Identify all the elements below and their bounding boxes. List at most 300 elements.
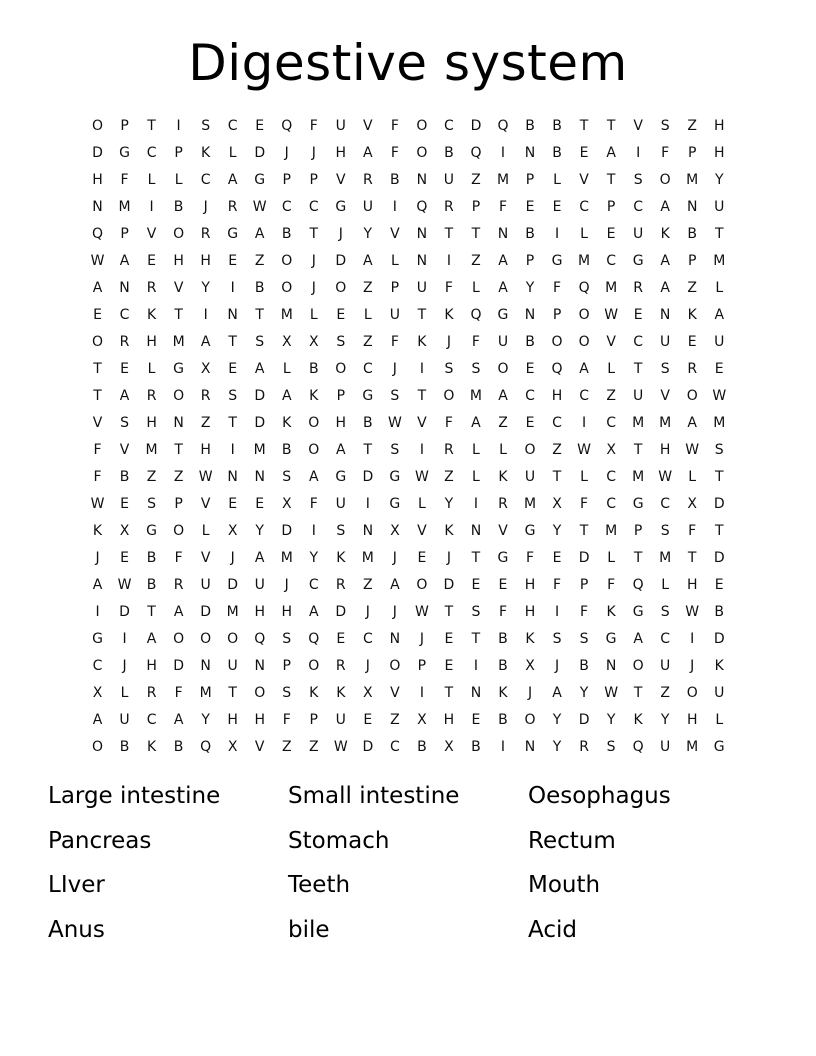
grid-letter: W <box>577 441 591 458</box>
grid-letter: G <box>389 495 401 512</box>
grid-letter: W <box>685 441 700 458</box>
grid-letter: T <box>633 360 643 377</box>
grid-letter: Z <box>498 414 508 431</box>
grid-letter: P <box>579 577 589 594</box>
grid-letter: T <box>444 685 454 702</box>
grid-letter: M <box>605 522 618 539</box>
grid-letter: S <box>390 441 400 458</box>
grid-letter: E <box>120 495 129 512</box>
grid-letter: S <box>282 631 292 648</box>
grid-letter: F <box>498 604 508 621</box>
grid-letter: Z <box>390 712 400 729</box>
grid-letter: T <box>606 117 616 134</box>
grid-letter: A <box>687 414 697 431</box>
grid-letter: U <box>633 387 644 404</box>
grid-letter: L <box>607 360 616 377</box>
grid-letter: B <box>146 577 157 594</box>
grid-letter: C <box>146 712 157 729</box>
grid-letter: S <box>255 333 265 350</box>
grid-letter: E <box>255 495 265 512</box>
grid-letter: R <box>146 387 157 404</box>
grid-letter: N <box>227 468 238 485</box>
grid-letter: T <box>174 306 183 323</box>
grid-letter: V <box>146 225 157 242</box>
grid-letter: I <box>446 252 451 269</box>
grid-letter: P <box>390 279 400 296</box>
grid-letter: A <box>390 577 400 594</box>
word-list-item: Small intestine <box>288 783 460 809</box>
grid-letter: J <box>122 658 127 675</box>
grid-letter: Z <box>471 171 481 188</box>
grid-letter: N <box>254 658 265 675</box>
grid-letter: T <box>471 550 481 567</box>
grid-letter: Z <box>200 414 211 431</box>
grid-letter: U <box>497 333 509 350</box>
grid-letter: R <box>444 441 454 458</box>
grid-letter: P <box>309 171 318 188</box>
grid-letter: G <box>713 739 725 756</box>
grid-letter: L <box>174 171 183 188</box>
grid-letter: C <box>606 414 616 431</box>
grid-letter: K <box>633 712 643 729</box>
grid-letter: B <box>254 279 265 296</box>
grid-letter: J <box>392 604 397 621</box>
grid-letter: P <box>174 144 183 161</box>
grid-letter: S <box>282 685 292 702</box>
grid-letter: T <box>363 441 373 458</box>
grid-letter: O <box>416 577 428 594</box>
grid-letter: A <box>363 144 373 161</box>
grid-letter: A <box>498 279 508 296</box>
grid-letter: H <box>146 414 157 431</box>
grid-letter: H <box>686 712 698 729</box>
grid-letter: C <box>389 739 400 756</box>
grid-letter: H <box>254 604 265 621</box>
grid-letter: E <box>633 306 643 323</box>
grid-letter: O <box>416 117 428 134</box>
grid-letter: C <box>633 198 644 215</box>
grid-letter: E <box>93 306 102 323</box>
grid-letter: B <box>119 739 130 756</box>
grid-letter: B <box>119 468 130 485</box>
grid-letter: V <box>119 441 130 458</box>
grid-letter: P <box>336 387 346 404</box>
grid-letter: Z <box>687 117 697 134</box>
grid-letter: E <box>336 631 346 648</box>
grid-letter: C <box>552 414 562 431</box>
grid-letter: R <box>498 495 508 512</box>
grid-letter: J <box>419 631 424 648</box>
grid-letter: B <box>390 171 400 188</box>
grid-letter: M <box>361 550 374 567</box>
grid-letter: F <box>607 577 616 594</box>
grid-letter: V <box>417 414 427 431</box>
grid-letter: L <box>472 468 480 485</box>
grid-letter: N <box>659 306 671 323</box>
grid-letter: G <box>632 604 644 621</box>
grid-letter: C <box>362 360 373 377</box>
grid-letter: X <box>417 712 427 729</box>
grid-letter: S <box>336 333 346 350</box>
grid-letter: Z <box>254 252 265 269</box>
grid-letter: O <box>686 387 698 404</box>
grid-letter: P <box>282 658 291 675</box>
grid-letter: Z <box>308 739 319 756</box>
grid-letter: Y <box>201 712 210 729</box>
grid-letter: I <box>473 495 479 512</box>
grid-letter: K <box>444 522 454 539</box>
grid-letter: S <box>714 441 724 458</box>
grid-letter: A <box>308 468 319 485</box>
grid-letter: I <box>230 279 235 296</box>
grid-letter: T <box>714 225 724 242</box>
grid-letter: S <box>660 117 670 134</box>
grid-letter: I <box>690 631 695 648</box>
grid-letter: L <box>472 279 480 296</box>
grid-letter: O <box>254 685 266 702</box>
grid-letter: I <box>95 604 100 621</box>
grid-letter: K <box>606 604 616 621</box>
grid-letter: E <box>579 144 589 161</box>
grid-letter: L <box>661 577 670 594</box>
grid-letter: L <box>363 306 372 323</box>
grid-letter: N <box>416 171 428 188</box>
grid-letter: C <box>200 171 211 188</box>
grid-letter: D <box>443 577 455 594</box>
grid-letter: L <box>147 360 156 377</box>
grid-letter: M <box>280 306 293 323</box>
grid-letter: C <box>660 631 671 648</box>
grid-letter: M <box>145 441 158 458</box>
grid-letter: B <box>525 117 535 134</box>
grid-letter: E <box>714 360 724 377</box>
grid-letter: O <box>335 279 347 296</box>
grid-letter: H <box>92 171 103 188</box>
grid-letter: E <box>606 225 616 242</box>
grid-letter: F <box>688 522 697 539</box>
word-list-item: Mouth <box>528 872 601 898</box>
grid-letter: Q <box>416 198 428 215</box>
grid-letter: S <box>147 495 157 512</box>
grid-letter: U <box>335 117 346 134</box>
grid-letter: H <box>713 117 725 134</box>
grid-letter: R <box>227 198 238 215</box>
grid-letter: M <box>523 495 537 512</box>
grid-letter: B <box>173 198 184 215</box>
grid-letter: K <box>92 522 103 539</box>
grid-letter: J <box>284 577 289 594</box>
grid-letter: U <box>633 225 644 242</box>
grid-letter: D <box>578 712 590 729</box>
grid-letter: O <box>308 441 320 458</box>
grid-letter: Z <box>363 279 373 296</box>
grid-letter: L <box>390 252 399 269</box>
grid-letter: T <box>417 387 427 404</box>
word-search-grid <box>84 112 733 761</box>
grid-letter: V <box>660 387 670 404</box>
grid-letter: T <box>228 685 237 702</box>
grid-letter: C <box>606 468 616 485</box>
grid-letter: H <box>524 577 536 594</box>
grid-letter: Q <box>200 739 212 756</box>
grid-letter: U <box>660 333 671 350</box>
grid-letter: U <box>335 495 346 512</box>
grid-letter: P <box>525 171 535 188</box>
grid-letter: D <box>92 144 103 161</box>
grid-letter: O <box>200 631 212 648</box>
grid-letter: Z <box>606 387 616 404</box>
grid-letter: F <box>174 550 183 567</box>
grid-letter: G <box>632 495 644 512</box>
grid-letter: B <box>281 441 292 458</box>
grid-letter: W <box>712 387 727 404</box>
grid-letter: J <box>446 333 451 350</box>
grid-letter: P <box>309 712 318 729</box>
grid-letter: A <box>92 279 103 296</box>
grid-letter: A <box>660 198 670 215</box>
grid-letter: E <box>363 712 373 729</box>
grid-letter: L <box>147 171 156 188</box>
grid-letter: F <box>282 712 291 729</box>
grid-letter: B <box>146 550 157 567</box>
grid-letter: Y <box>444 495 454 512</box>
grid-letter: I <box>365 495 370 512</box>
grid-letter: B <box>173 739 184 756</box>
grid-letter: D <box>254 414 266 431</box>
grid-letter: Q <box>632 577 644 594</box>
grid-letter: T <box>93 387 102 404</box>
grid-letter: E <box>552 550 562 567</box>
grid-letter: E <box>444 631 454 648</box>
grid-letter: S <box>579 631 589 648</box>
grid-letter: O <box>443 387 455 404</box>
grid-letter: K <box>309 685 319 702</box>
grid-letter: R <box>335 577 346 594</box>
grid-letter: X <box>308 333 319 350</box>
grid-letter: N <box>524 739 536 756</box>
grid-letter: P <box>282 171 291 188</box>
grid-letter: Y <box>714 171 724 188</box>
grid-letter: E <box>525 414 535 431</box>
grid-letter: S <box>471 360 481 377</box>
grid-letter: W <box>90 252 105 269</box>
grid-letter: J <box>338 225 343 242</box>
grid-letter: Z <box>363 333 373 350</box>
grid-letter: E <box>552 198 562 215</box>
grid-letter: E <box>255 117 265 134</box>
grid-letter: N <box>200 658 211 675</box>
grid-letter: H <box>551 387 563 404</box>
grid-letter: Y <box>552 712 562 729</box>
grid-letter: R <box>335 658 346 675</box>
grid-letter: K <box>146 306 157 323</box>
grid-letter: N <box>686 198 698 215</box>
grid-letter: P <box>552 306 562 323</box>
grid-letter: N <box>92 198 103 215</box>
grid-letter: V <box>336 171 346 188</box>
grid-letter: A <box>119 387 130 404</box>
grid-letter: G <box>389 468 401 485</box>
grid-letter: O <box>497 360 509 377</box>
grid-letter: J <box>311 144 316 161</box>
grid-letter: Y <box>579 685 589 702</box>
grid-letter: B <box>498 712 508 729</box>
grid-letter: J <box>95 550 100 567</box>
grid-letter: M <box>605 279 618 296</box>
grid-letter: U <box>200 577 211 594</box>
grid-letter: V <box>390 685 400 702</box>
grid-letter: E <box>228 360 238 377</box>
grid-letter: L <box>201 522 210 539</box>
grid-letter: M <box>659 550 672 567</box>
grid-letter: I <box>419 441 424 458</box>
grid-letter: I <box>554 604 560 621</box>
grid-letter: X <box>363 685 373 702</box>
grid-letter: O <box>92 739 104 756</box>
grid-letter: W <box>414 604 429 621</box>
grid-letter: V <box>254 739 265 756</box>
grid-letter: O <box>281 252 293 269</box>
grid-letter: R <box>146 685 157 702</box>
grid-letter: T <box>228 333 237 350</box>
grid-letter: K <box>498 685 508 702</box>
grid-letter: M <box>686 739 699 756</box>
grid-letter: M <box>578 252 591 269</box>
grid-letter: V <box>363 117 373 134</box>
grid-letter: L <box>120 685 129 702</box>
grid-letter: I <box>203 306 208 323</box>
grid-letter: O <box>524 712 536 729</box>
grid-letter: M <box>659 414 672 431</box>
grid-letter: O <box>632 658 644 675</box>
grid-letter: W <box>117 577 132 594</box>
grid-letter: G <box>497 306 509 323</box>
grid-letter: C <box>579 387 589 404</box>
grid-letter: N <box>416 252 428 269</box>
grid-letter: O <box>173 225 185 242</box>
grid-letter: O <box>578 306 590 323</box>
grid-letter: S <box>633 171 643 188</box>
grid-letter: V <box>92 414 103 431</box>
grid-letter: M <box>686 171 699 188</box>
grid-letter: W <box>333 739 348 756</box>
grid-letter: A <box>336 441 346 458</box>
grid-letter: Y <box>201 279 210 296</box>
grid-letter: R <box>687 360 698 377</box>
grid-letter: D <box>362 739 374 756</box>
grid-letter: J <box>392 550 397 567</box>
grid-letter: K <box>714 658 724 675</box>
grid-letter: O <box>335 360 347 377</box>
grid-letter: O <box>308 658 320 675</box>
grid-letter: T <box>633 685 643 702</box>
grid-letter: A <box>92 577 103 594</box>
grid-letter: M <box>172 333 185 350</box>
grid-letter: S <box>120 414 129 431</box>
grid-letter: Q <box>254 631 266 648</box>
grid-letter: S <box>336 522 346 539</box>
grid-letter: U <box>227 658 238 675</box>
grid-letter: T <box>309 225 319 242</box>
grid-letter: A <box>660 279 670 296</box>
grid-letter: I <box>149 198 154 215</box>
grid-letter: E <box>471 577 481 594</box>
grid-letter: N <box>416 225 428 242</box>
grid-letter: Y <box>552 739 562 756</box>
grid-letter: A <box>173 712 184 729</box>
grid-letter: N <box>524 144 536 161</box>
grid-letter: E <box>498 577 508 594</box>
grid-letter: K <box>201 144 211 161</box>
grid-letter: S <box>282 468 292 485</box>
grid-letter: E <box>471 712 481 729</box>
grid-letter: F <box>525 550 535 567</box>
grid-letter: E <box>417 550 427 567</box>
grid-letter: C <box>606 252 616 269</box>
grid-letter: I <box>311 522 316 539</box>
grid-letter: X <box>606 441 616 458</box>
grid-letter: F <box>309 117 318 134</box>
grid-letter: O <box>389 658 401 675</box>
grid-letter: V <box>200 550 211 567</box>
grid-letter: D <box>335 252 347 269</box>
grid-letter: Z <box>687 279 697 296</box>
grid-letter: C <box>308 198 319 215</box>
grid-letter: W <box>387 414 402 431</box>
grid-letter: B <box>308 360 319 377</box>
grid-letter: T <box>417 306 427 323</box>
grid-letter: S <box>660 522 670 539</box>
grid-letter: X <box>525 658 535 675</box>
grid-letter: D <box>362 468 374 485</box>
grid-letter: S <box>390 387 400 404</box>
grid-letter: B <box>498 631 508 648</box>
word-list-item: Oesophagus <box>528 783 671 809</box>
grid-letter: W <box>604 306 619 323</box>
grid-letter: X <box>390 522 400 539</box>
grid-letter: O <box>551 333 563 350</box>
grid-letter: H <box>200 441 211 458</box>
grid-letter: N <box>362 522 374 539</box>
grid-letter: A <box>714 306 725 323</box>
grid-letter: F <box>661 144 670 161</box>
grid-letter: O <box>281 279 293 296</box>
grid-letter: J <box>527 685 533 702</box>
grid-letter: T <box>147 604 156 621</box>
grid-letter: E <box>525 360 535 377</box>
grid-letter: G <box>551 252 563 269</box>
word-list-item: Pancreas <box>48 827 152 854</box>
grid-letter: C <box>362 631 373 648</box>
grid-letter: S <box>606 739 616 756</box>
grid-letter: W <box>604 685 619 702</box>
grid-letter: U <box>714 198 725 215</box>
grid-letter: S <box>471 604 481 621</box>
grid-letter: F <box>120 171 129 188</box>
grid-letter: H <box>254 712 265 729</box>
grid-letter: O <box>308 414 320 431</box>
grid-letter: T <box>714 468 724 485</box>
grid-letter: T <box>606 171 616 188</box>
grid-letter: L <box>580 225 588 242</box>
grid-letter: F <box>580 495 589 512</box>
grid-letter: N <box>227 306 238 323</box>
grid-letter: N <box>497 225 509 242</box>
grid-letter: E <box>525 198 535 215</box>
grid-letter: Z <box>363 577 373 594</box>
grid-letter: M <box>226 604 239 621</box>
grid-letter: F <box>553 279 562 296</box>
